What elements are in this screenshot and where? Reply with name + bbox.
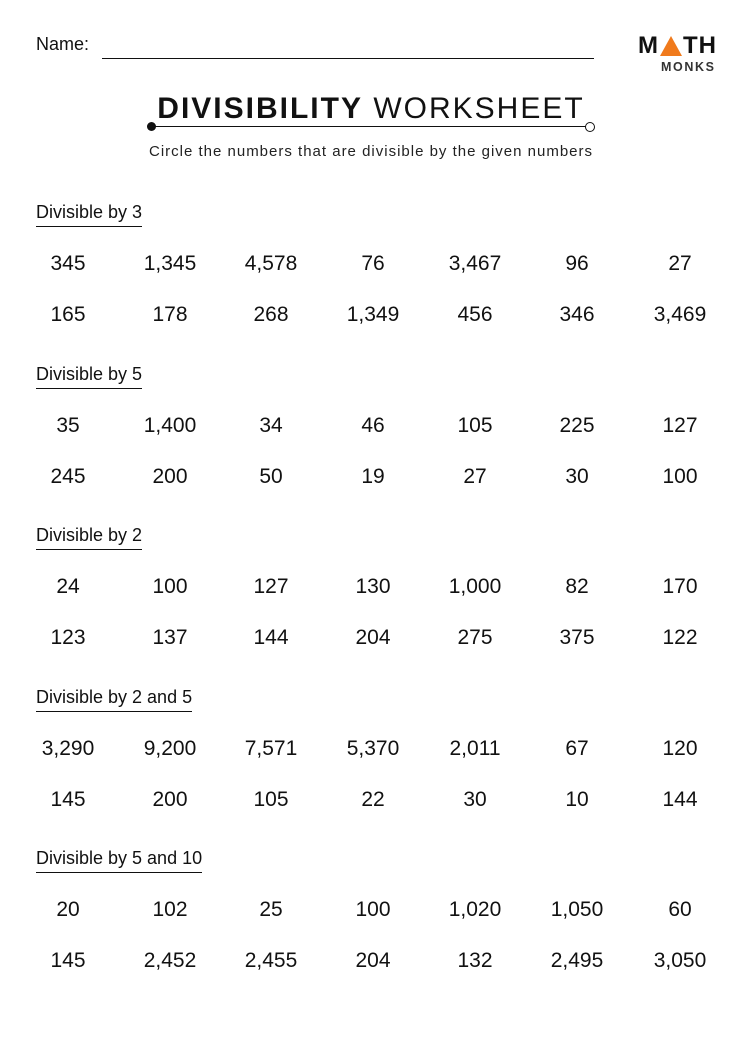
- number-cell[interactable]: 105: [457, 414, 493, 437]
- number-cell[interactable]: 7,571: [244, 737, 298, 760]
- number-cell[interactable]: 2,011: [449, 737, 501, 760]
- triangle-icon: [660, 36, 682, 56]
- number-cell[interactable]: 20: [56, 898, 80, 921]
- logo-letters-th: TH: [683, 32, 717, 59]
- number-cell[interactable]: 100: [662, 465, 698, 488]
- number-cell[interactable]: 50: [259, 465, 283, 488]
- number-cell[interactable]: 1,050: [550, 898, 604, 921]
- number-cell[interactable]: 204: [355, 626, 391, 649]
- number-cell[interactable]: 3,050: [653, 949, 707, 972]
- number-cell[interactable]: 46: [361, 414, 385, 437]
- section-label: Divisible by 2: [36, 525, 142, 550]
- number-cell[interactable]: 1,000: [448, 575, 502, 598]
- title-light: WORKSHEET: [373, 92, 585, 125]
- number-cell[interactable]: 1,345: [143, 252, 197, 275]
- number-cell[interactable]: 25: [259, 898, 283, 921]
- number-cell[interactable]: 225: [559, 414, 595, 437]
- number-cell[interactable]: 19: [361, 465, 385, 488]
- number-cell[interactable]: 275: [457, 626, 493, 649]
- number-cell[interactable]: 27: [668, 252, 692, 275]
- number-cell[interactable]: 245: [50, 465, 86, 488]
- section-label: Divisible by 5 and 10: [36, 848, 202, 873]
- math-monks-logo: [638, 34, 722, 74]
- number-cell[interactable]: 30: [565, 465, 589, 488]
- number-cell[interactable]: 346: [559, 303, 595, 326]
- number-cell[interactable]: 2,495: [550, 949, 604, 972]
- number-row: [0, 575, 742, 605]
- number-cell[interactable]: 123: [50, 626, 86, 649]
- number-row: [0, 737, 742, 767]
- number-cell[interactable]: 27: [463, 465, 487, 488]
- number-cell[interactable]: 2,452: [143, 949, 197, 972]
- title-dot-right: [585, 122, 595, 132]
- number-row: [0, 949, 742, 979]
- number-cell[interactable]: 375: [559, 626, 595, 649]
- section-label: Divisible by 3: [36, 202, 142, 227]
- number-cell[interactable]: 456: [457, 303, 493, 326]
- number-row: [0, 626, 742, 656]
- number-cell[interactable]: 3,469: [653, 303, 707, 326]
- number-cell[interactable]: 67: [565, 737, 589, 760]
- number-cell[interactable]: 2,455: [244, 949, 298, 972]
- number-cell[interactable]: 127: [253, 575, 289, 598]
- number-row: [0, 898, 742, 928]
- number-cell[interactable]: 268: [253, 303, 289, 326]
- title-bold: DIVISIBILITY: [157, 92, 363, 125]
- number-cell[interactable]: 145: [50, 949, 86, 972]
- number-cell[interactable]: 204: [355, 949, 391, 972]
- number-cell[interactable]: 345: [50, 252, 86, 275]
- number-cell[interactable]: 137: [152, 626, 188, 649]
- number-cell[interactable]: 60: [668, 898, 692, 921]
- number-cell[interactable]: 165: [50, 303, 86, 326]
- number-cell[interactable]: 3,467: [448, 252, 502, 275]
- number-cell[interactable]: 144: [662, 788, 698, 811]
- logo-letter-m: M: [638, 32, 659, 59]
- number-cell[interactable]: 96: [565, 252, 589, 275]
- number-cell[interactable]: 178: [152, 303, 188, 326]
- number-row: [0, 788, 742, 818]
- number-cell[interactable]: 4,578: [244, 252, 298, 275]
- number-cell[interactable]: 3,290: [41, 737, 95, 760]
- number-cell[interactable]: 9,200: [143, 737, 197, 760]
- number-cell[interactable]: 100: [355, 898, 391, 921]
- number-cell[interactable]: 127: [662, 414, 698, 437]
- section-label: Divisible by 5: [36, 364, 142, 389]
- page-title: [0, 92, 742, 126]
- name-label: Name:: [36, 34, 90, 54]
- section-label: Divisible by 2 and 5: [36, 687, 192, 712]
- number-cell[interactable]: 105: [253, 788, 289, 811]
- number-cell[interactable]: 200: [152, 465, 188, 488]
- number-cell[interactable]: 144: [253, 626, 289, 649]
- title-underline: [152, 126, 590, 127]
- number-cell[interactable]: 22: [361, 788, 385, 811]
- number-row: [0, 252, 742, 282]
- number-cell[interactable]: 24: [56, 575, 80, 598]
- number-cell[interactable]: 132: [457, 949, 493, 972]
- number-cell[interactable]: 102: [152, 898, 188, 921]
- number-cell[interactable]: 30: [463, 788, 487, 811]
- instructions: Circle the numbers that are divisible by the given numbers: [148, 143, 594, 160]
- number-cell[interactable]: 120: [662, 737, 698, 760]
- number-cell[interactable]: 130: [355, 575, 391, 598]
- number-cell[interactable]: 35: [56, 414, 80, 437]
- number-cell[interactable]: 170: [662, 575, 698, 598]
- name-field-line[interactable]: [102, 58, 594, 59]
- number-cell[interactable]: 1,020: [448, 898, 502, 921]
- number-row: [0, 303, 742, 333]
- number-cell[interactable]: 34: [259, 414, 283, 437]
- number-cell[interactable]: 1,400: [143, 414, 197, 437]
- number-cell[interactable]: 122: [662, 626, 698, 649]
- number-cell[interactable]: 145: [50, 788, 86, 811]
- logo-subtext: MONKS: [661, 60, 716, 74]
- number-cell[interactable]: 76: [361, 252, 385, 275]
- number-cell[interactable]: 200: [152, 788, 188, 811]
- number-row: [0, 414, 742, 444]
- number-cell[interactable]: 1,349: [346, 303, 400, 326]
- number-row: [0, 465, 742, 495]
- number-cell[interactable]: 5,370: [346, 737, 400, 760]
- number-cell[interactable]: 100: [152, 575, 188, 598]
- number-cell[interactable]: 10: [565, 788, 589, 811]
- number-cell[interactable]: 82: [565, 575, 589, 598]
